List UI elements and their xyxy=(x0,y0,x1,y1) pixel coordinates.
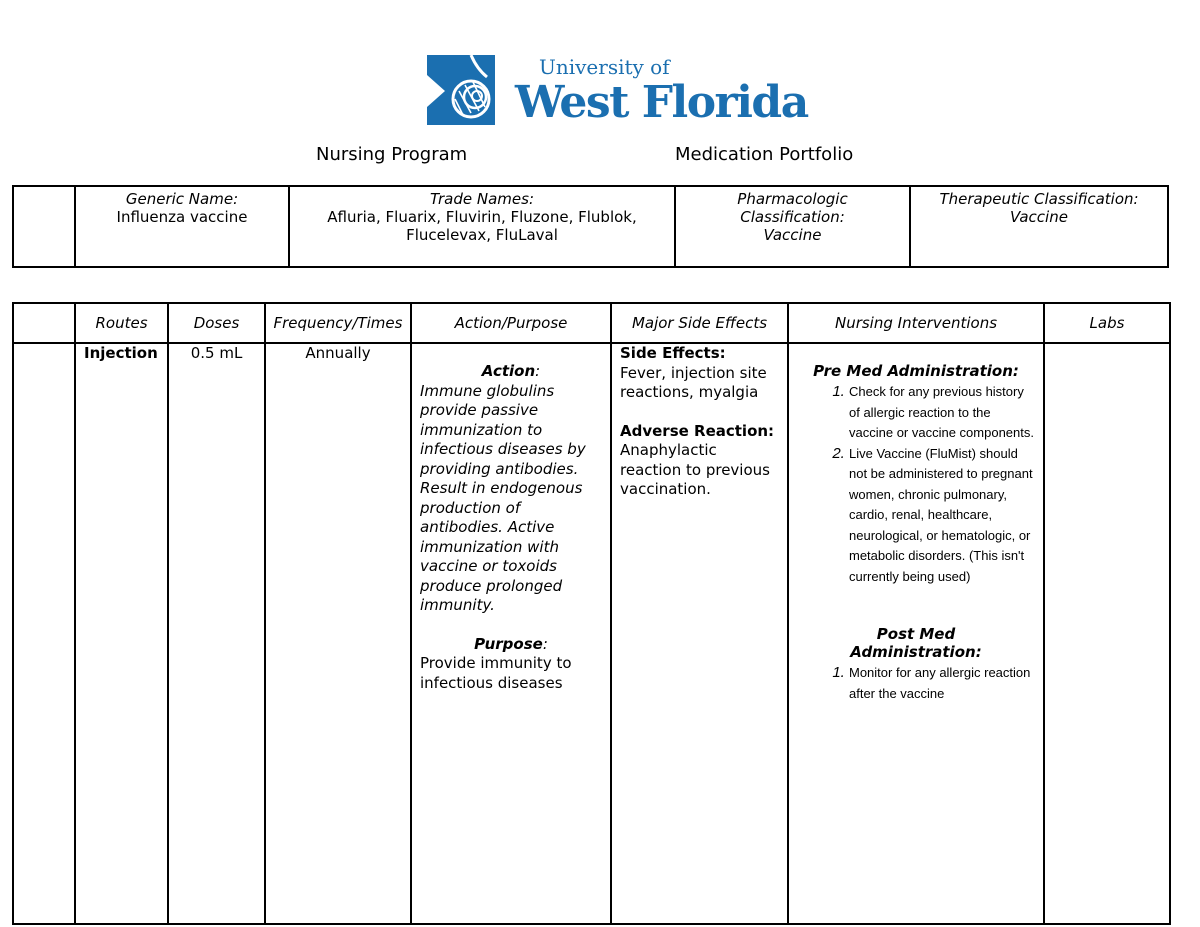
column-header: Major Side Effects xyxy=(611,303,788,343)
labs-cell xyxy=(1044,343,1170,924)
purpose-title: Purpose xyxy=(474,634,543,653)
side-effects-cell xyxy=(611,343,788,924)
trade-names-value: Afluria, Fluarix, Fluvirin, Fluzone, Flublok, Flucelevax, FluLaval xyxy=(327,208,637,244)
route-value: Injection xyxy=(84,344,158,362)
logo-line-1: University of xyxy=(539,55,670,79)
list-item: 1. Monitor for any allergic reaction after the vaccine xyxy=(849,663,1035,704)
side-effects-title: Side Effects: xyxy=(620,344,726,362)
purpose-text: Provide immunity to infectious diseases xyxy=(420,654,572,692)
portfolio-title: Medication Portfolio xyxy=(675,144,854,165)
program-title: Nursing Program xyxy=(316,144,468,165)
nursing-interventions-cell: Pre Med Administration: 1. Check for any previous history of allergic reaction to the vaccine or vaccine components. 2. Live Vaccine (FluMist) should not be administered to pregnant women, chronic pulmonary, cardio, renal, healthcare, neurological, or hematologic, or metabolic disorders. (This isn't currently being used) Post Med Administration: 1. Monitor for any allergic reaction after the vaccine xyxy=(788,343,1044,924)
trade-names-cell xyxy=(289,186,675,267)
generic-name-cell xyxy=(75,186,289,267)
medication-table xyxy=(12,302,1171,925)
list-item: 2. Live Vaccine (FluMist) should not be administered to pregnant women, chronic pulmonary, cardio, renal, healthcare, neurological, or hematologic, or metabolic disorders. (This isn't currently being used) xyxy=(849,444,1035,588)
column-header: Doses xyxy=(168,303,265,343)
pre-med-list xyxy=(797,382,1035,587)
action-text: Immune globulins provide passive immunization to infectious diseases by providing antibodies. Result in endogenous production of antibodies. Active immunization with vaccine or toxoids produce prolonged immunity. xyxy=(420,381,586,614)
route-cell xyxy=(75,343,168,924)
action-title: Action xyxy=(481,362,536,380)
frequency-cell xyxy=(265,343,411,924)
action-purpose-cell: Action: Immune globulins provide passive immunization to infectious diseases by providing antibodies. Result in endogenous production of antibodies. Active immunization with vaccine or toxoids produce prolonged immunity. Purpose: Provide immunity to infectious diseases xyxy=(411,343,611,924)
trade-names-label: Trade Names: xyxy=(430,190,534,208)
nautilus-shell-icon xyxy=(427,55,497,127)
column-header: Frequency/Times xyxy=(265,303,411,343)
dose-cell xyxy=(168,343,265,924)
university-logo xyxy=(427,55,808,128)
post-med-title: Post Med Administration: xyxy=(850,625,982,661)
pharmacologic-label: Pharmacologic Classification: xyxy=(737,190,848,226)
generic-name-label: Generic Name: xyxy=(125,190,239,208)
column-header: Routes xyxy=(75,303,168,343)
column-header: Labs xyxy=(1044,303,1170,343)
side-effects-text: Fever, injection site reactions, myalgia xyxy=(620,363,767,401)
therapeutic-label: Therapeutic Classification: xyxy=(939,190,1139,208)
dose-value: 0.5 mL xyxy=(190,344,243,362)
blank-cell xyxy=(13,303,75,343)
column-header: Nursing Interventions xyxy=(788,303,1044,343)
logo-line-2: West Florida xyxy=(515,77,808,128)
pharmacologic-cell xyxy=(675,186,910,267)
frequency-value: Annually xyxy=(305,344,371,362)
generic-name-value: Influenza vaccine xyxy=(116,208,248,226)
blank-cell xyxy=(13,186,75,267)
adverse-title: Adverse Reaction: xyxy=(620,421,775,440)
pharmacologic-value: Vaccine xyxy=(763,226,822,244)
therapeutic-value: Vaccine xyxy=(1010,208,1068,226)
column-header: Action/Purpose xyxy=(411,303,611,343)
pre-med-title: Pre Med Administration xyxy=(813,362,1013,380)
list-item: 1. Check for any previous history of allergic reaction to the vaccine or vaccine components. xyxy=(849,382,1035,444)
post-med-list xyxy=(797,663,1035,704)
adverse-text: Anaphylactic reaction to previous vaccination. xyxy=(620,441,770,498)
therapeutic-cell xyxy=(910,186,1168,267)
drug-info-table xyxy=(12,185,1169,268)
blank-cell xyxy=(13,343,75,924)
